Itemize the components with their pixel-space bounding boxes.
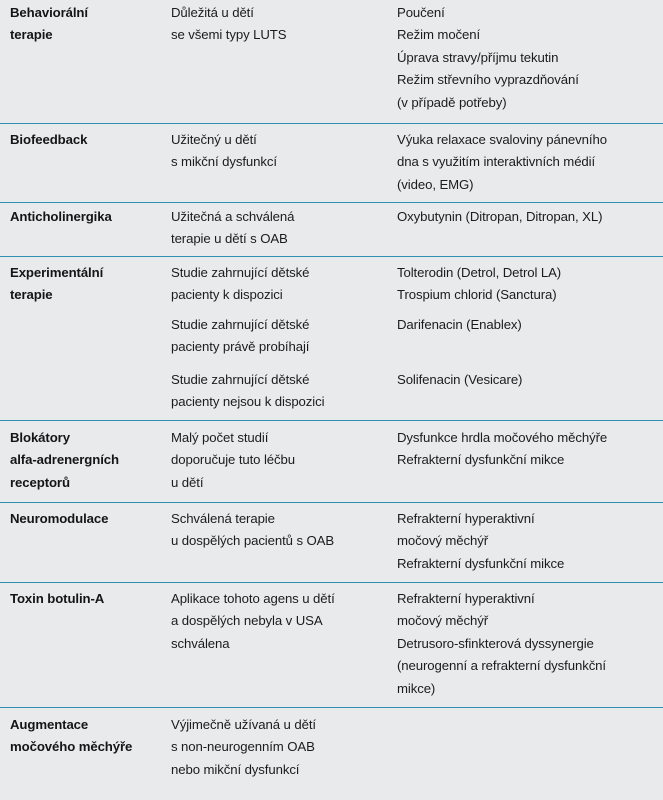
row-category: Augmentace močového měchýře <box>10 717 133 755</box>
row-description: Užitečná a schválená terapie u dětí s OAB <box>171 209 295 247</box>
row-details: Tolterodin (Detrol, Detrol LA) Trospium chlorid (Sanctura) <box>397 265 562 303</box>
row-description: Výjimečně užívaná u dětí s non-neurogenním OAB nebo mikční dysfunkcí <box>171 717 316 777</box>
table-row <box>0 124 663 203</box>
row-details: Dysfunkce hrdla močového měchýře Refrakterní dysfunkční mikce <box>397 430 608 468</box>
table-row <box>0 203 663 257</box>
row-category: Toxin botulin-A <box>10 591 105 606</box>
row-category: Biofeedback <box>10 132 88 147</box>
row-details: Solifenacin (Vesicare) <box>397 372 523 387</box>
row-details: Refrakterní hyperaktivní močový měchýř Detrusoro-sfinkterová dyssynergie (neurogenní a refrakterní dysfunkční mikce) <box>397 591 606 696</box>
row-details: Výuka relaxace svaloviny pánevního dna s využitím interaktivních médií (video, EMG) <box>397 132 607 192</box>
table-row <box>0 257 663 421</box>
row-category: Blokátory alfa-adrenergních receptorů <box>10 430 119 490</box>
row-description: Malý počet studií doporučuje tuto léčbu u dětí <box>171 430 296 490</box>
row-description: Studie zahrnující dětské pacienty právě probíhají <box>171 317 310 355</box>
table-row <box>0 583 663 708</box>
row-category: Neuromodulace <box>10 511 109 526</box>
row-details: Darifenacin (Enablex) <box>397 317 522 332</box>
row-details: Refrakterní hyperaktivní močový měchýř Refrakterní dysfunkční mikce <box>397 511 565 571</box>
table-row <box>0 503 663 583</box>
row-details: Poučení Režim močení Úprava stravy/příjmu tekutin Režim střevního vyprazdňování (v případě potřeby) <box>397 5 579 110</box>
row-category: Experimentální terapie <box>10 265 104 303</box>
table-row <box>0 0 663 124</box>
row-description: Studie zahrnující dětské pacienty k dispozici <box>171 265 310 303</box>
row-description: Důležitá u dětí se všemi typy LUTS <box>171 5 287 43</box>
row-description: Schválená terapie u dospělých pacientů s OAB <box>171 511 335 549</box>
row-details: Oxybutynin (Ditropan, Ditropan, XL) <box>397 209 603 224</box>
table-row <box>0 421 663 503</box>
row-category: Behaviorální terapie <box>10 5 88 43</box>
row-description: Aplikace tohoto agens u dětí a dospělých nebyla v USA schválena <box>171 591 335 651</box>
row-description: Studie zahrnující dětské pacienty nejsou k dispozici <box>171 372 325 410</box>
row-category: Anticholinergika <box>10 209 112 224</box>
row-description: Užitečný u dětí s mikční dysfunkcí <box>171 132 277 170</box>
table-row <box>0 708 663 800</box>
